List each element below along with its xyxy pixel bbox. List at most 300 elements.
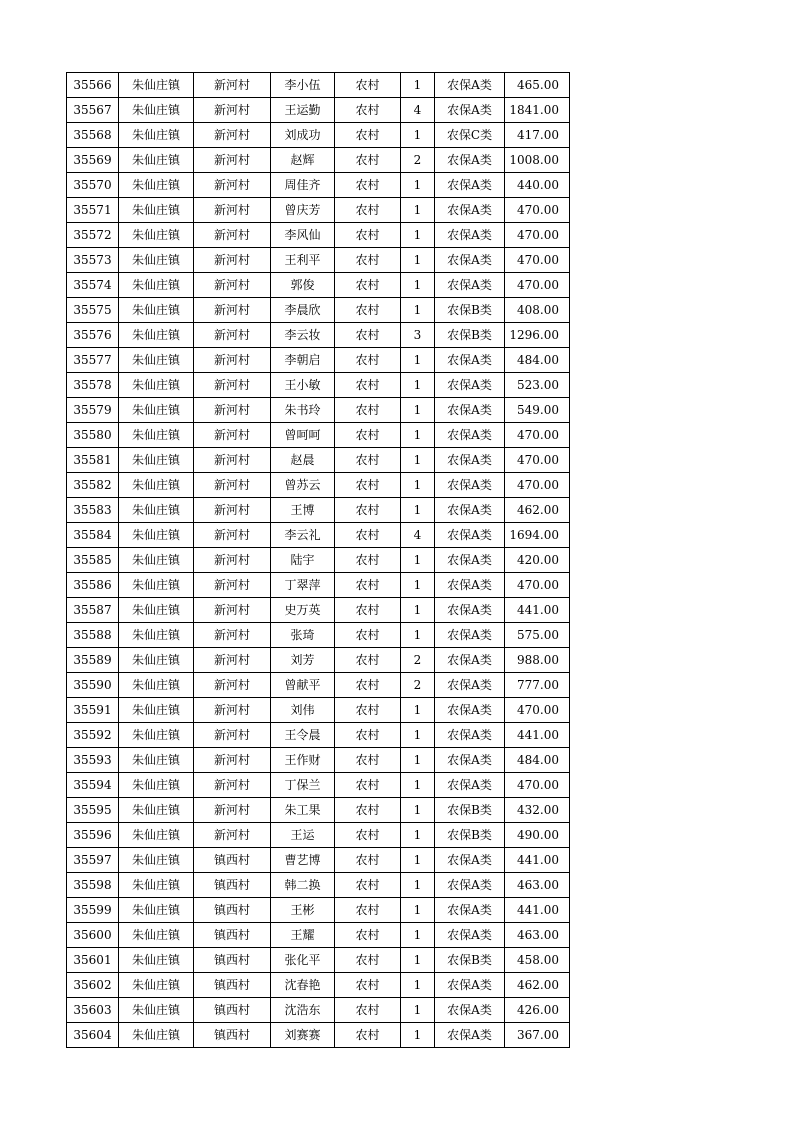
name-cell: 丁翠萍 — [271, 573, 335, 598]
village-cell: 新河村 — [194, 148, 271, 173]
table-row — [67, 348, 570, 373]
village-cell: 新河村 — [194, 573, 271, 598]
area-type-cell: 农村 — [335, 223, 401, 248]
area-type-cell: 农村 — [335, 98, 401, 123]
name-cell: 刘伟 — [271, 698, 335, 723]
amount-cell: 549.00 — [505, 398, 570, 423]
amount-cell: 988.00 — [505, 648, 570, 673]
area-type-cell: 农村 — [335, 723, 401, 748]
village-cell: 新河村 — [194, 598, 271, 623]
table-row — [67, 73, 570, 98]
record-id-cell: 35579 — [67, 398, 119, 423]
area-type-cell: 农村 — [335, 798, 401, 823]
insurance-type-cell: 农保A类 — [435, 573, 505, 598]
insurance-type-cell: 农保A类 — [435, 373, 505, 398]
count-cell: 1 — [401, 123, 435, 148]
name-cell: 朱工果 — [271, 798, 335, 823]
table-row — [67, 148, 570, 173]
amount-cell: 523.00 — [505, 373, 570, 398]
count-cell: 1 — [401, 898, 435, 923]
name-cell: 陆宇 — [271, 548, 335, 573]
amount-cell: 441.00 — [505, 848, 570, 873]
insurance-type-cell: 农保A类 — [435, 473, 505, 498]
amount-cell: 470.00 — [505, 573, 570, 598]
area-type-cell: 农村 — [335, 248, 401, 273]
record-id-cell: 35601 — [67, 948, 119, 973]
village-cell: 新河村 — [194, 73, 271, 98]
amount-cell: 470.00 — [505, 198, 570, 223]
name-cell: 赵晨 — [271, 448, 335, 473]
town-cell: 朱仙庄镇 — [119, 673, 194, 698]
amount-cell: 426.00 — [505, 998, 570, 1023]
area-type-cell: 农村 — [335, 73, 401, 98]
count-cell: 1 — [401, 173, 435, 198]
amount-cell: 470.00 — [505, 423, 570, 448]
amount-cell: 432.00 — [505, 798, 570, 823]
count-cell: 1 — [401, 998, 435, 1023]
count-cell: 1 — [401, 473, 435, 498]
town-cell: 朱仙庄镇 — [119, 498, 194, 523]
village-cell: 新河村 — [194, 473, 271, 498]
insurance-type-cell: 农保A类 — [435, 698, 505, 723]
record-id-cell: 35580 — [67, 423, 119, 448]
town-cell: 朱仙庄镇 — [119, 523, 194, 548]
table-row — [67, 723, 570, 748]
village-cell: 新河村 — [194, 273, 271, 298]
town-cell: 朱仙庄镇 — [119, 773, 194, 798]
area-type-cell: 农村 — [335, 323, 401, 348]
record-id-cell: 35585 — [67, 548, 119, 573]
count-cell: 1 — [401, 273, 435, 298]
amount-cell: 441.00 — [505, 723, 570, 748]
amount-cell: 462.00 — [505, 498, 570, 523]
table-row — [67, 373, 570, 398]
table-row — [67, 473, 570, 498]
area-type-cell: 农村 — [335, 598, 401, 623]
name-cell: 刘芳 — [271, 648, 335, 673]
table-row — [67, 548, 570, 573]
town-cell: 朱仙庄镇 — [119, 973, 194, 998]
town-cell: 朱仙庄镇 — [119, 198, 194, 223]
count-cell: 1 — [401, 848, 435, 873]
amount-cell: 470.00 — [505, 448, 570, 473]
record-id-cell: 35590 — [67, 673, 119, 698]
table-row — [67, 748, 570, 773]
insurance-type-cell: 农保A类 — [435, 523, 505, 548]
amount-cell: 417.00 — [505, 123, 570, 148]
area-type-cell: 农村 — [335, 123, 401, 148]
count-cell: 1 — [401, 723, 435, 748]
amount-cell: 441.00 — [505, 898, 570, 923]
record-id-cell: 35567 — [67, 98, 119, 123]
insurance-type-cell: 农保A类 — [435, 398, 505, 423]
area-type-cell: 农村 — [335, 498, 401, 523]
town-cell: 朱仙庄镇 — [119, 148, 194, 173]
name-cell: 曹艺博 — [271, 848, 335, 873]
village-cell: 新河村 — [194, 198, 271, 223]
village-cell: 新河村 — [194, 298, 271, 323]
count-cell: 1 — [401, 748, 435, 773]
table-row — [67, 998, 570, 1023]
count-cell: 1 — [401, 623, 435, 648]
count-cell: 4 — [401, 523, 435, 548]
record-id-cell: 35592 — [67, 723, 119, 748]
table-row — [67, 448, 570, 473]
town-cell: 朱仙庄镇 — [119, 348, 194, 373]
record-id-cell: 35589 — [67, 648, 119, 673]
record-id-cell: 35594 — [67, 773, 119, 798]
insurance-type-cell: 农保A类 — [435, 873, 505, 898]
name-cell: 王小敏 — [271, 373, 335, 398]
area-type-cell: 农村 — [335, 373, 401, 398]
town-cell: 朱仙庄镇 — [119, 223, 194, 248]
table-row — [67, 1023, 570, 1048]
area-type-cell: 农村 — [335, 698, 401, 723]
area-type-cell: 农村 — [335, 273, 401, 298]
town-cell: 朱仙庄镇 — [119, 598, 194, 623]
town-cell: 朱仙庄镇 — [119, 98, 194, 123]
count-cell: 4 — [401, 98, 435, 123]
insurance-type-cell: 农保B类 — [435, 298, 505, 323]
name-cell: 曾呵呵 — [271, 423, 335, 448]
town-cell: 朱仙庄镇 — [119, 123, 194, 148]
village-cell: 新河村 — [194, 798, 271, 823]
record-id-cell: 35575 — [67, 298, 119, 323]
insurance-type-cell: 农保A类 — [435, 673, 505, 698]
area-type-cell: 农村 — [335, 673, 401, 698]
count-cell: 1 — [401, 348, 435, 373]
village-cell: 新河村 — [194, 623, 271, 648]
name-cell: 王运 — [271, 823, 335, 848]
name-cell: 朱书玲 — [271, 398, 335, 423]
village-cell: 镇西村 — [194, 973, 271, 998]
village-cell: 新河村 — [194, 748, 271, 773]
table-row — [67, 248, 570, 273]
name-cell: 沈春艳 — [271, 973, 335, 998]
record-id-cell: 35583 — [67, 498, 119, 523]
count-cell: 1 — [401, 548, 435, 573]
area-type-cell: 农村 — [335, 973, 401, 998]
amount-cell: 441.00 — [505, 598, 570, 623]
amount-cell: 463.00 — [505, 923, 570, 948]
area-type-cell: 农村 — [335, 948, 401, 973]
area-type-cell: 农村 — [335, 823, 401, 848]
amount-cell: 470.00 — [505, 698, 570, 723]
town-cell: 朱仙庄镇 — [119, 298, 194, 323]
area-type-cell: 农村 — [335, 398, 401, 423]
village-cell: 镇西村 — [194, 898, 271, 923]
amount-cell: 470.00 — [505, 273, 570, 298]
name-cell: 李小伍 — [271, 73, 335, 98]
table-row — [67, 698, 570, 723]
area-type-cell: 农村 — [335, 423, 401, 448]
table-row — [67, 773, 570, 798]
name-cell: 王博 — [271, 498, 335, 523]
name-cell: 王作财 — [271, 748, 335, 773]
town-cell: 朱仙庄镇 — [119, 273, 194, 298]
count-cell: 1 — [401, 498, 435, 523]
table-row — [67, 673, 570, 698]
insurance-type-cell: 农保A类 — [435, 898, 505, 923]
village-cell: 新河村 — [194, 773, 271, 798]
record-id-cell: 35570 — [67, 173, 119, 198]
name-cell: 王彬 — [271, 898, 335, 923]
insurance-type-cell: 农保A类 — [435, 423, 505, 448]
name-cell: 周佳齐 — [271, 173, 335, 198]
village-cell: 新河村 — [194, 523, 271, 548]
village-cell: 镇西村 — [194, 848, 271, 873]
record-id-cell: 35604 — [67, 1023, 119, 1048]
name-cell: 丁保兰 — [271, 773, 335, 798]
roster-table — [66, 72, 570, 1048]
area-type-cell: 农村 — [335, 1023, 401, 1048]
insurance-type-cell: 农保A类 — [435, 248, 505, 273]
insurance-type-cell: 农保B类 — [435, 798, 505, 823]
town-cell: 朱仙庄镇 — [119, 548, 194, 573]
insurance-type-cell: 农保A类 — [435, 773, 505, 798]
town-cell: 朱仙庄镇 — [119, 698, 194, 723]
insurance-type-cell: 农保A类 — [435, 723, 505, 748]
town-cell: 朱仙庄镇 — [119, 423, 194, 448]
insurance-type-cell: 农保A类 — [435, 548, 505, 573]
count-cell: 1 — [401, 248, 435, 273]
table-row — [67, 823, 570, 848]
name-cell: 史万英 — [271, 598, 335, 623]
amount-cell: 490.00 — [505, 823, 570, 848]
name-cell: 郭俊 — [271, 273, 335, 298]
table-row — [67, 173, 570, 198]
record-id-cell: 35574 — [67, 273, 119, 298]
name-cell: 沈浩东 — [271, 998, 335, 1023]
village-cell: 镇西村 — [194, 873, 271, 898]
amount-cell: 367.00 — [505, 1023, 570, 1048]
insurance-type-cell: 农保A类 — [435, 623, 505, 648]
amount-cell: 462.00 — [505, 973, 570, 998]
town-cell: 朱仙庄镇 — [119, 823, 194, 848]
insurance-type-cell: 农保A类 — [435, 173, 505, 198]
town-cell: 朱仙庄镇 — [119, 473, 194, 498]
name-cell: 曾苏云 — [271, 473, 335, 498]
count-cell: 1 — [401, 573, 435, 598]
village-cell: 新河村 — [194, 173, 271, 198]
insurance-type-cell: 农保C类 — [435, 123, 505, 148]
record-id-cell: 35599 — [67, 898, 119, 923]
amount-cell: 1841.00 — [505, 98, 570, 123]
count-cell: 2 — [401, 148, 435, 173]
table-row — [67, 198, 570, 223]
area-type-cell: 农村 — [335, 848, 401, 873]
name-cell: 韩二换 — [271, 873, 335, 898]
village-cell: 新河村 — [194, 448, 271, 473]
name-cell: 王令晨 — [271, 723, 335, 748]
count-cell: 1 — [401, 423, 435, 448]
record-id-cell: 35584 — [67, 523, 119, 548]
count-cell: 1 — [401, 948, 435, 973]
count-cell: 1 — [401, 823, 435, 848]
count-cell: 1 — [401, 198, 435, 223]
area-type-cell: 农村 — [335, 298, 401, 323]
area-type-cell: 农村 — [335, 523, 401, 548]
name-cell: 曾庆芳 — [271, 198, 335, 223]
village-cell: 镇西村 — [194, 923, 271, 948]
count-cell: 3 — [401, 323, 435, 348]
insurance-type-cell: 农保A类 — [435, 923, 505, 948]
town-cell: 朱仙庄镇 — [119, 248, 194, 273]
insurance-type-cell: 农保A类 — [435, 148, 505, 173]
record-id-cell: 35577 — [67, 348, 119, 373]
village-cell: 新河村 — [194, 723, 271, 748]
area-type-cell: 农村 — [335, 348, 401, 373]
amount-cell: 1008.00 — [505, 148, 570, 173]
table-row — [67, 598, 570, 623]
amount-cell: 470.00 — [505, 773, 570, 798]
village-cell: 新河村 — [194, 648, 271, 673]
amount-cell: 458.00 — [505, 948, 570, 973]
table-row — [67, 423, 570, 448]
town-cell: 朱仙庄镇 — [119, 448, 194, 473]
village-cell: 新河村 — [194, 248, 271, 273]
record-id-cell: 35587 — [67, 598, 119, 623]
name-cell: 李云礼 — [271, 523, 335, 548]
count-cell: 1 — [401, 398, 435, 423]
area-type-cell: 农村 — [335, 148, 401, 173]
insurance-type-cell: 农保A类 — [435, 498, 505, 523]
record-id-cell: 35602 — [67, 973, 119, 998]
insurance-type-cell: 农保A类 — [435, 598, 505, 623]
village-cell: 新河村 — [194, 373, 271, 398]
table-row — [67, 948, 570, 973]
table-row — [67, 498, 570, 523]
insurance-type-cell: 农保A类 — [435, 273, 505, 298]
name-cell: 刘赛赛 — [271, 1023, 335, 1048]
town-cell: 朱仙庄镇 — [119, 373, 194, 398]
record-id-cell: 35573 — [67, 248, 119, 273]
table-row — [67, 298, 570, 323]
town-cell: 朱仙庄镇 — [119, 623, 194, 648]
count-cell: 1 — [401, 923, 435, 948]
record-id-cell: 35603 — [67, 998, 119, 1023]
count-cell: 1 — [401, 973, 435, 998]
record-id-cell: 35591 — [67, 698, 119, 723]
amount-cell: 440.00 — [505, 173, 570, 198]
table-row — [67, 573, 570, 598]
amount-cell: 575.00 — [505, 623, 570, 648]
village-cell: 镇西村 — [194, 998, 271, 1023]
amount-cell: 465.00 — [505, 73, 570, 98]
record-id-cell: 35597 — [67, 848, 119, 873]
name-cell: 张化平 — [271, 948, 335, 973]
table-row — [67, 873, 570, 898]
town-cell: 朱仙庄镇 — [119, 323, 194, 348]
record-id-cell: 35569 — [67, 148, 119, 173]
town-cell: 朱仙庄镇 — [119, 398, 194, 423]
village-cell: 新河村 — [194, 323, 271, 348]
name-cell: 赵辉 — [271, 148, 335, 173]
table-row — [67, 848, 570, 873]
amount-cell: 470.00 — [505, 473, 570, 498]
record-id-cell: 35566 — [67, 73, 119, 98]
village-cell: 新河村 — [194, 98, 271, 123]
table-row — [67, 398, 570, 423]
name-cell: 张琦 — [271, 623, 335, 648]
name-cell: 李云妆 — [271, 323, 335, 348]
amount-cell: 470.00 — [505, 223, 570, 248]
name-cell: 王运勤 — [271, 98, 335, 123]
town-cell: 朱仙庄镇 — [119, 1023, 194, 1048]
table-row — [67, 898, 570, 923]
area-type-cell: 农村 — [335, 998, 401, 1023]
area-type-cell: 农村 — [335, 648, 401, 673]
village-cell: 新河村 — [194, 423, 271, 448]
area-type-cell: 农村 — [335, 773, 401, 798]
area-type-cell: 农村 — [335, 573, 401, 598]
table-row — [67, 798, 570, 823]
count-cell: 1 — [401, 448, 435, 473]
name-cell: 李朝启 — [271, 348, 335, 373]
count-cell: 1 — [401, 698, 435, 723]
record-id-cell: 35586 — [67, 573, 119, 598]
amount-cell: 408.00 — [505, 298, 570, 323]
town-cell: 朱仙庄镇 — [119, 798, 194, 823]
record-id-cell: 35593 — [67, 748, 119, 773]
insurance-type-cell: 农保A类 — [435, 223, 505, 248]
amount-cell: 420.00 — [505, 548, 570, 573]
insurance-type-cell: 农保A类 — [435, 73, 505, 98]
amount-cell: 484.00 — [505, 748, 570, 773]
amount-cell: 484.00 — [505, 348, 570, 373]
insurance-type-cell: 农保B类 — [435, 948, 505, 973]
town-cell: 朱仙庄镇 — [119, 948, 194, 973]
village-cell: 新河村 — [194, 673, 271, 698]
count-cell: 1 — [401, 873, 435, 898]
town-cell: 朱仙庄镇 — [119, 173, 194, 198]
count-cell: 1 — [401, 1023, 435, 1048]
record-id-cell: 35578 — [67, 373, 119, 398]
area-type-cell: 农村 — [335, 748, 401, 773]
village-cell: 新河村 — [194, 398, 271, 423]
table-row — [67, 623, 570, 648]
town-cell: 朱仙庄镇 — [119, 573, 194, 598]
record-id-cell: 35595 — [67, 798, 119, 823]
insurance-type-cell: 农保A类 — [435, 748, 505, 773]
town-cell: 朱仙庄镇 — [119, 873, 194, 898]
amount-cell: 470.00 — [505, 248, 570, 273]
town-cell: 朱仙庄镇 — [119, 898, 194, 923]
insurance-type-cell: 农保A类 — [435, 448, 505, 473]
roster-body — [67, 73, 570, 1048]
village-cell: 新河村 — [194, 498, 271, 523]
insurance-type-cell: 农保A类 — [435, 1023, 505, 1048]
insurance-type-cell: 农保A类 — [435, 348, 505, 373]
table-row — [67, 923, 570, 948]
count-cell: 1 — [401, 223, 435, 248]
area-type-cell: 农村 — [335, 548, 401, 573]
village-cell: 镇西村 — [194, 1023, 271, 1048]
count-cell: 2 — [401, 673, 435, 698]
table-row — [67, 223, 570, 248]
count-cell: 1 — [401, 773, 435, 798]
name-cell: 曾献平 — [271, 673, 335, 698]
table-row — [67, 123, 570, 148]
count-cell: 1 — [401, 373, 435, 398]
name-cell: 王耀 — [271, 923, 335, 948]
area-type-cell: 农村 — [335, 873, 401, 898]
town-cell: 朱仙庄镇 — [119, 748, 194, 773]
amount-cell: 1296.00 — [505, 323, 570, 348]
village-cell: 镇西村 — [194, 948, 271, 973]
record-id-cell: 35582 — [67, 473, 119, 498]
town-cell: 朱仙庄镇 — [119, 648, 194, 673]
